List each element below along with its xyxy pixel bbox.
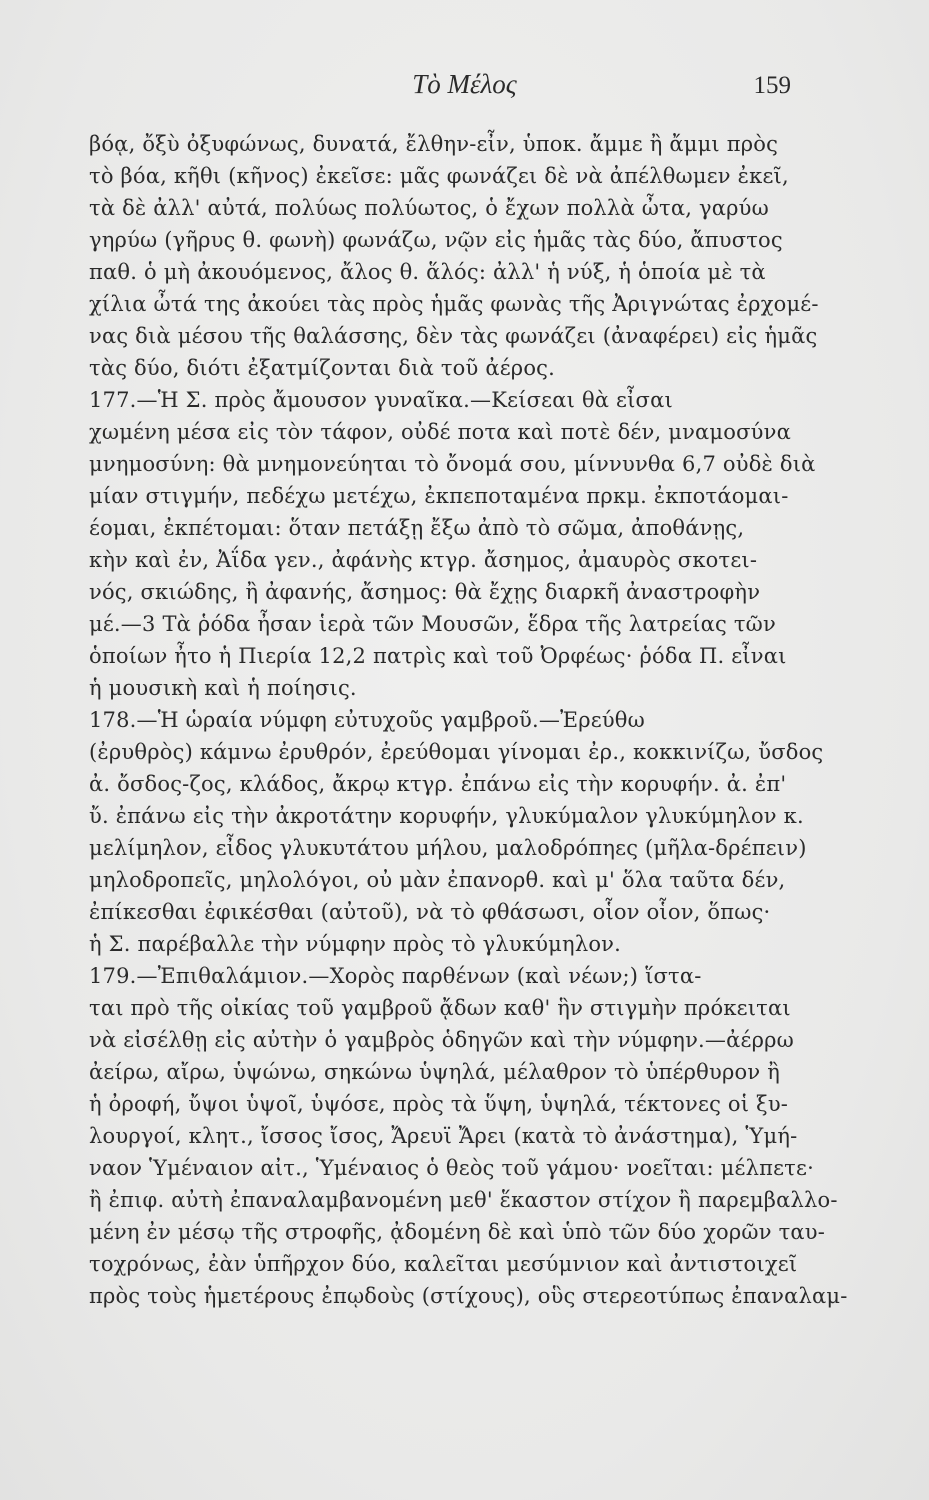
text-line: πρὸς τοὺς ἡμετέρους ἐπῳδοὺς (στίχους), οὓς στερεοτύπως ἐπαναλαμ- bbox=[89, 1284, 848, 1308]
text-line: μηλοδροπεῖς, μηλολόγοι, οὐ μὰν ἐπανορθ. καὶ μ' ὅλα ταῦτα δέν, bbox=[89, 868, 786, 892]
entry-179-heading-line: 179.—Ἐπιθαλάμιον.—Χορὸς παρθένων (καὶ νέων;) ἵστα- bbox=[89, 964, 702, 988]
text-line: μελίμηλον, εἶδος γλυκυτάτου μήλου, μαλοδρόπηες (μῆλα-δρέπειν) bbox=[89, 836, 807, 860]
entry-178-heading-line: 178.—Ἡ ὡραία νύμφη εὐτυχοῦς γαμβροῦ.—Ἐρεύθω bbox=[89, 708, 645, 732]
text-line: τὰς δύο, διότι ἐξατμίζονται διὰ τοῦ ἀέρος. bbox=[89, 356, 556, 380]
text-line: έομαι, ἐκπέτομαι: ὅταν πετάξῃ ἔξω ἀπὸ τὸ σῶμα, ἀποθάνῃς, bbox=[89, 516, 745, 540]
text-line: ἀείρω, αἴρω, ὑψώνω, σηκώνω ὑψηλά, μέλαθρον τὸ ὑπέρθυρον ἢ bbox=[89, 1060, 780, 1084]
text-line: ται πρὸ τῆς οἰκίας τοῦ γαμβροῦ ᾄδων καθ' ἣν στιγμὴν πρόκειται bbox=[89, 996, 791, 1020]
text-line: ναον Ὑμέναιον αἰτ., Ὑμέναιος ὁ θεὸς τοῦ γάμου· νοεῖται: μέλπετε· bbox=[89, 1156, 814, 1180]
text-line: λουργοί, κλητ., ἴσσος ἴσος, Ἄρευϊ Ἄρει (κατὰ τὸ ἀνάστημα), Ὑμή- bbox=[89, 1124, 798, 1148]
text-line: μίαν στιγμήν, πεδέχω μετέχω, ἐκπεποταμένα πρκμ. ἐκποτάομαι- bbox=[89, 484, 789, 508]
text-line: τὸ βόα, κῆθι (κῆνος) ἐκεῖσε: μᾶς φωνάζει δὲ νὰ ἀπέλθωμεν ἐκεῖ, bbox=[89, 164, 789, 188]
running-header-title: Τὸ Μέλος bbox=[412, 69, 517, 99]
text-body bbox=[89, 128, 849, 1312]
text-line: ὁποίων ἦτο ἡ Πιερία 12,2 πατρὶς καὶ τοῦ Ὀρφέως· ῥόδα Π. εἶναι bbox=[89, 644, 787, 668]
text-line: ἡ ὀροφή, ὔψοι ὑψοῖ, ὑψόσε, πρὸς τὰ ὕψη, ὑψηλά, τέκτονες οἱ ξυ- bbox=[89, 1092, 789, 1116]
text-line: μέ.—3 Τὰ ῥόδα ἦσαν ἱερὰ τῶν Μουσῶν, ἕδρα τῆς λατρείας τῶν bbox=[89, 612, 776, 636]
text-line: γηρύω (γῆρυς θ. φωνὴ) φωνάζω, νῷν εἰς ἡμᾶς τὰς δύο, ἄπυστος bbox=[89, 228, 783, 252]
text-line: μένη ἐν μέσῳ τῆς στροφῆς, ᾀδομένη δὲ καὶ ὑπὸ τῶν δύο χορῶν ταυ- bbox=[89, 1220, 826, 1244]
text-line: χίλια ὦτά της ἀκούει τὰς πρὸς ἡμᾶς φωνὰς τῆς Ἀριγνώτας ἐρχομέ- bbox=[89, 292, 819, 316]
text-line: ἢ ἐπιφ. αὐτὴ ἐπαναλαμβανομένη μεθ' ἕκαστον στίχον ἢ παρεμβαλλο- bbox=[89, 1188, 838, 1212]
text-line: βόᾳ, ὄξὺ ὀξυφώνως, δυνατά, ἔλθην-εἶν, ὑποκ. ἄμμε ἢ ἄμμι πρὸς bbox=[89, 132, 779, 156]
page-number: 159 bbox=[753, 72, 791, 99]
text-line: (ἐρυθρὸς) κάμνω ἐρυθρόν, ἐρεύθομαι γίνομαι ἐρ., κοκκινίζω, ὔσδος bbox=[89, 740, 824, 764]
text-line: μνημοσύνη: θὰ μνημονεύηται τὸ ὄνομά σου, μίννυνθα 6,7 οὐδὲ διὰ bbox=[89, 452, 816, 476]
text-line: ἐπίκεσθαι ἐφικέσθαι (αὐτοῦ), νὰ τὸ φθάσωσι, οἷον οἷον, ὅπως· bbox=[89, 900, 771, 924]
text-line: παθ. ὁ μὴ ἀκουόμενος, ἄλος θ. ἅλός: ἀλλ' ἡ νύξ, ἡ ὁποία μὲ τὰ bbox=[89, 260, 766, 284]
text-line: νὰ εἰσέλθῃ εἰς αὐτὴν ὁ γαμβρὸς ὁδηγῶν καὶ τὴν νύμφην.—ἀέρρω bbox=[89, 1028, 794, 1052]
text-line: τὰ δὲ ἀλλ' αὐτά, πολύως πολύωτος, ὁ ἔχων πολλὰ ὦτα, γαρύω bbox=[89, 196, 769, 220]
text-line: νας διὰ μέσου τῆς θαλάσσης, δὲν τὰς φωνάζει (ἀναφέρει) εἰς ἡμᾶς bbox=[89, 324, 818, 348]
text-line: νός, σκιώδης, ἢ ἀφανής, ἄσημος: θὰ ἔχῃς διαρκῆ ἀναστροφὴν bbox=[89, 580, 761, 604]
text-line: ἡ μουσικὴ καὶ ἡ ποίησις. bbox=[89, 676, 357, 700]
text-line: ἡ Σ. παρέβαλλε τὴν νύμφην πρὸς τὸ γλυκύμηλον. bbox=[89, 932, 622, 956]
text-line: ἀ. ὄσδος-ζος, κλάδος, ἄκρῳ κτγρ. ἐπάνω εἰς τὴν κορυφήν. ἀ. ἐπ' bbox=[89, 772, 787, 796]
text-line: χωμένη μέσα εἰς τὸν τάφον, οὐδέ ποτα καὶ ποτὲ δέν, μναμοσύνα bbox=[89, 420, 791, 444]
text-line: κὴν καὶ ἐν, Ἀΐδα γεν., ἀφάνὴς κτγρ. ἄσημος, ἀμαυρὸς σκοτει- bbox=[89, 548, 758, 572]
text-line: ὔ. ἐπάνω εἰς τὴν ἀκροτάτην κορυφήν, γλυκύμαλον γλυκύμηλον κ. bbox=[89, 804, 804, 828]
text-line: τοχρόνως, ἐὰν ὑπῆρχον δύο, καλεῖται μεσύμνιον καὶ ἀντιστοιχεῖ bbox=[89, 1252, 798, 1276]
entry-177-heading-line: 177.—Ἡ Σ. πρὸς ἄμουσον γυναῖκα.—Κείσεαι θὰ εἶσαι bbox=[89, 388, 673, 412]
